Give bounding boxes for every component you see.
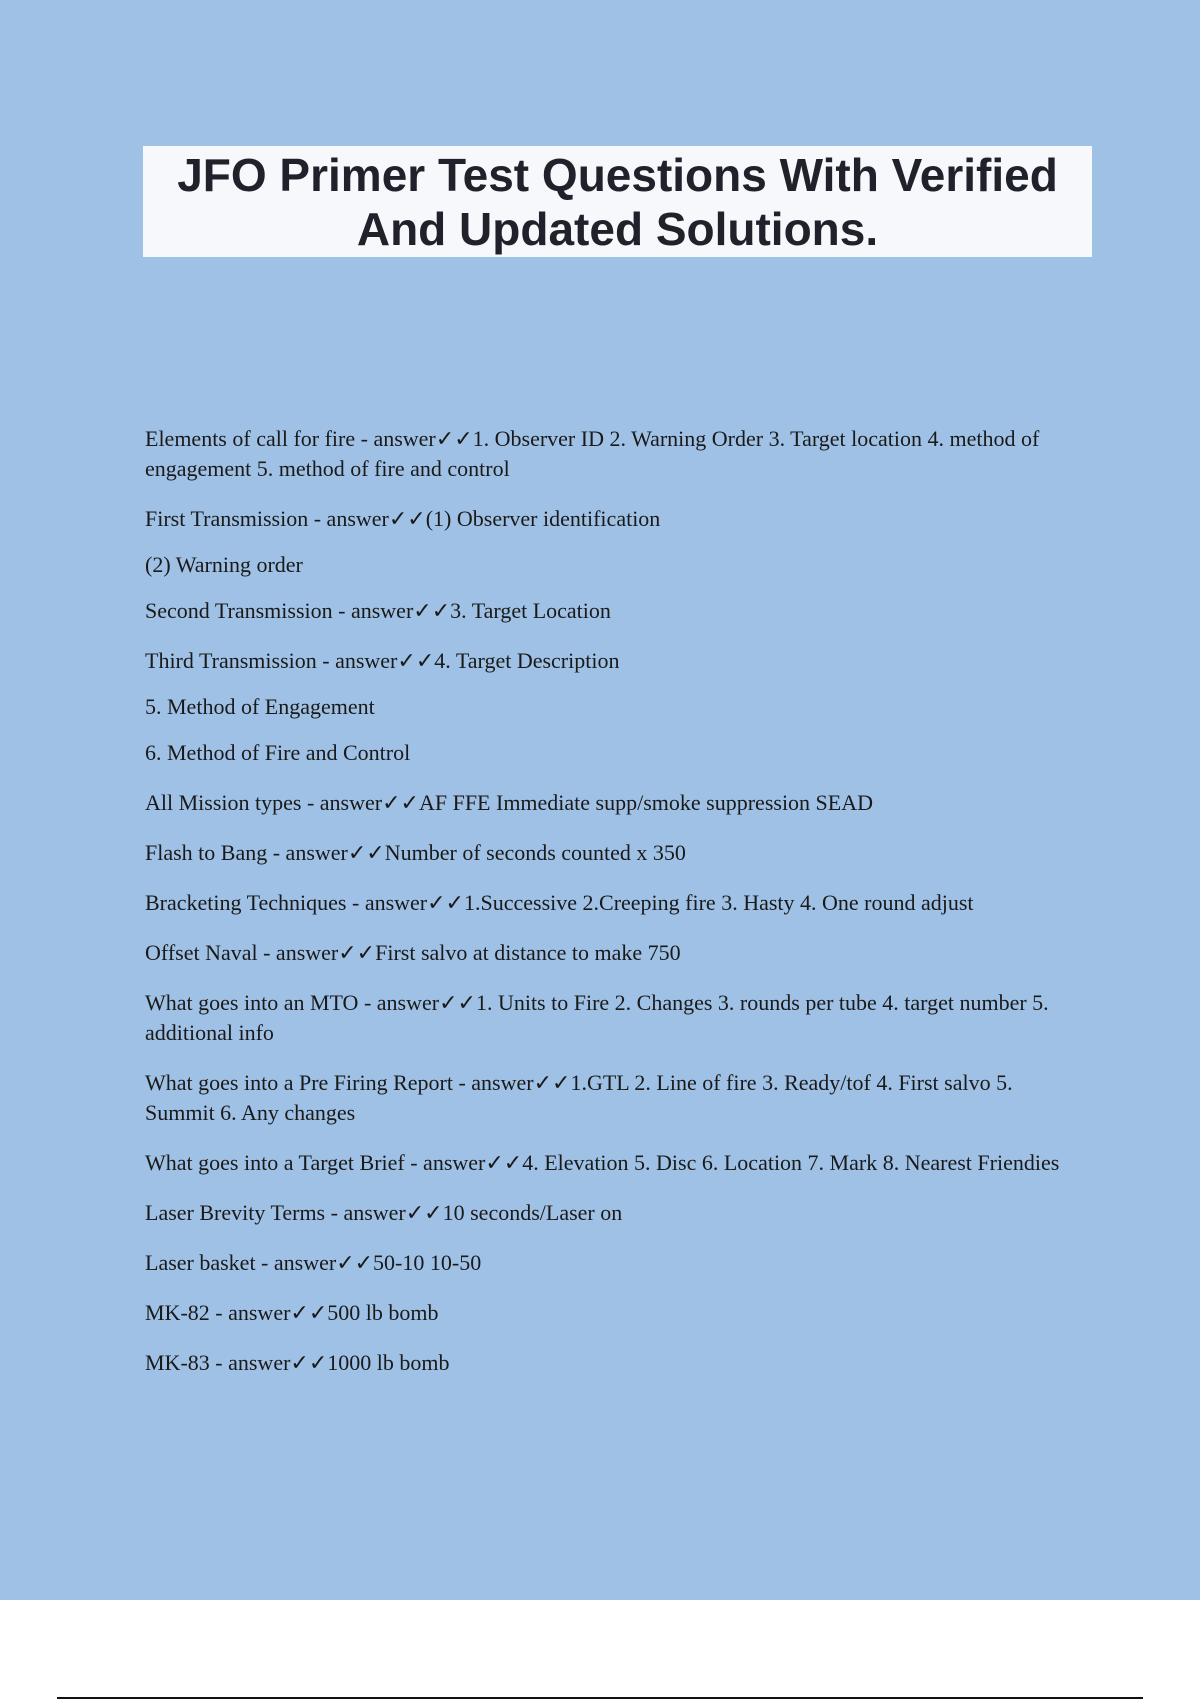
footer-divider [57, 1697, 1143, 1699]
qa-item: What goes into a Pre Firing Report - answer✓✓1.GTL 2. Line of fire 3. Ready/tof 4. First salvo 5. Summit 6. Any changes [145, 1070, 1013, 1125]
qa-item: 6. Method of Fire and Control [145, 740, 411, 765]
qa-item: Bracketing Techniques - answer✓✓1.Successive 2.Creeping fire 3. Hasty 4. One round adjust [145, 890, 974, 915]
qa-item: Offset Naval - answer✓✓First salvo at distance to make 750 [145, 940, 681, 965]
title-banner [143, 146, 1092, 257]
qa-item: Laser Brevity Terms - answer✓✓10 seconds/Laser on [145, 1200, 623, 1225]
qa-item: What goes into an MTO - answer✓✓1. Units to Fire 2. Changes 3. rounds per tube 4. target number 5. additional info [145, 990, 1049, 1045]
qa-item: (2) Warning order [145, 552, 303, 577]
qa-item: First Transmission - answer✓✓(1) Observer identification [145, 506, 661, 531]
qa-item: MK-83 - answer✓✓1000 lb bomb [145, 1350, 450, 1375]
qa-item: 5. Method of Engagement [145, 694, 375, 719]
qa-item: Third Transmission - answer✓✓4. Target Description [145, 648, 620, 673]
qa-item: What goes into a Target Brief - answer✓✓4. Elevation 5. Disc 6. Location 7. Mark 8. Nearest Friendies [145, 1150, 1060, 1175]
qa-item: Laser basket - answer✓✓50-10 10-50 [145, 1250, 482, 1275]
qa-list [145, 424, 1085, 1398]
qa-item: MK-82 - answer✓✓500 lb bomb [145, 1300, 439, 1325]
qa-item: All Mission types - answer✓✓AF FFE Immediate supp/smoke suppression SEAD [145, 790, 874, 815]
qa-item: Flash to Bang - answer✓✓Number of seconds counted x 350 [145, 840, 686, 865]
qa-item: Second Transmission - answer✓✓3. Target Location [145, 598, 611, 623]
document-title: JFO Primer Test Questions With Verified And Updated Solutions. [177, 148, 1058, 255]
qa-item: Elements of call for fire - answer✓✓1. Observer ID 2. Warning Order 3. Target location 4. method of engagement 5. method of fire and control [145, 426, 1040, 481]
